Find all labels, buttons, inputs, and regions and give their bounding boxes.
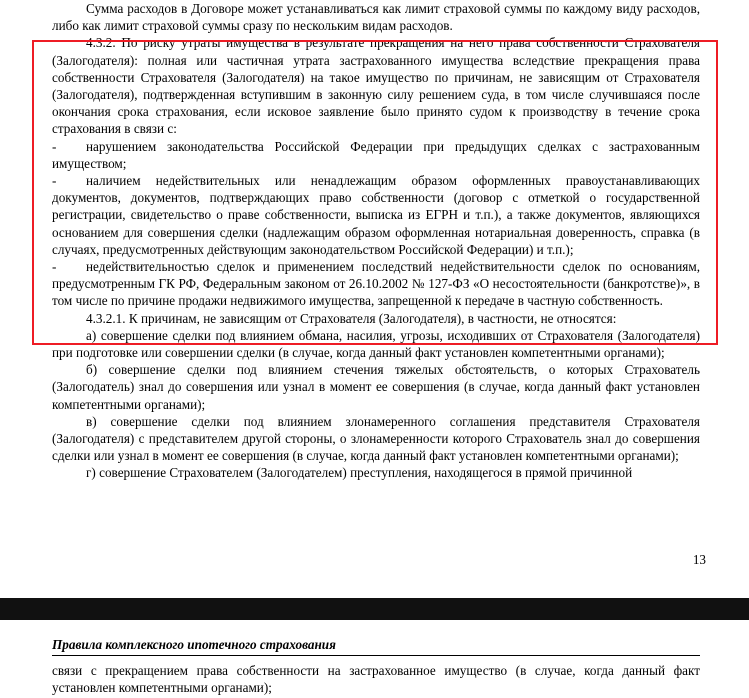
paragraph-sum-expenses: Сумма расходов в Договоре может устанавливаться как лимит страховой суммы по каждому виду расходов, либо как лимит страховой суммы сразу по нескольким видам расходов. [52,1,700,34]
paragraph-clause-4-3-2-1: 4.3.2.1. К причинам, не зависящим от Страхователя (Залогодателя), в частности, не относятся: [86,310,617,326]
page-number: 13 [692,552,706,567]
dash-item-text: недействительностью сделок и применением последствий недействительности сделок по основаниям, предусмотренным ГК РФ, Федеральным законом от 26.10.2002 № 127-ФЗ «О несостоятельности (банкротстве)», в том числе по причине продажи недвижимого имущества, запрещенной к передаче в частную собственность. [52,259,700,309]
dash-marker: - [52,173,57,189]
paragraph-dash-item-1 [52,138,700,172]
dash-item-text: нарушением законодательства Российской Федерации при предыдущих сделках с застрахованным имуществом; [52,138,700,171]
paragraph-item-b: б) совершение сделки под влиянием стечения тяжелых обстоятельств, о которых Страхователь (Залогодатель) знал до совершения или узнал в момент ее совершения (в случае, когда данный факт установлен компетентными органами); [52,362,700,412]
paragraph-item-a: а) совершение сделки под влиянием обмана, насилия, угрозы, исходивших от Страхователя (Залогодателя) при подготовке или совершении сделки (в случае, когда данный факт установлен компетентными органами); [52,327,700,361]
dash-marker: - [52,138,57,154]
dash-marker: - [52,259,57,275]
paragraph-item-g: г) совершение Страхователем (Залогодателем) преступления, находящегося в прямой причинной [86,465,633,481]
page-break-separator [0,598,749,620]
paragraph-dash-item-2 [52,172,700,258]
next-page-surface [0,620,749,698]
paragraph-clause-4-3-2: 4.3.2. По риску утраты имущества в результате прекращения на него права собственности Страхователя (Залогодателя): полная или частичная утрата застрахованного имущества вследствие прекращения права собственности Страхователя (Залогодателя) на такое имущество по причинам, не зависящим от Страхователя (Залогодателя), подтвержденная вступившим в законную силу решением суда, в том числе случившаяся после окончания срока страхования, если исковое заявление было принято судом к производству в течение срока страхования в связи с: [52,35,700,137]
page-text-column [52,0,700,482]
next-page-header: Правила комплексного ипотечного страхования [52,637,336,652]
paragraph-item-v: в) совершение сделки под влиянием злонамеренного соглашения представителя Страхователя (Залогодателя) с представителем другой стороны, о злонамеренности которого Страхователь знал до совершения сделки или узнал в момент ее совершения (в случае, когда данный факт установлен компетентными органами); [52,413,700,464]
dash-item-text: наличием недействительных или ненадлежащим образом оформленных правоустанавливающих документов, документов, подтверждающих право собственности (договор с отметкой о государственной регистрации, свидетельство о праве собственности, выписка из ЕГРН и т.п.), а также документов, являющихся основанием для совершения сделки (надлежащим образом оформленная нотариальная доверенность, справка (в случаях, предусмотренных действующим законодательством Российской Федерации) и т.п.); [52,173,700,257]
paragraph-dash-item-3 [52,258,700,310]
paragraph-next-continued: связи с прекращением права собственности на застрахованное имущество (в случае, когда данный факт установлен компетентными органами); [52,663,700,696]
next-page-header-rule [52,655,700,656]
next-page-text-column [52,662,700,696]
